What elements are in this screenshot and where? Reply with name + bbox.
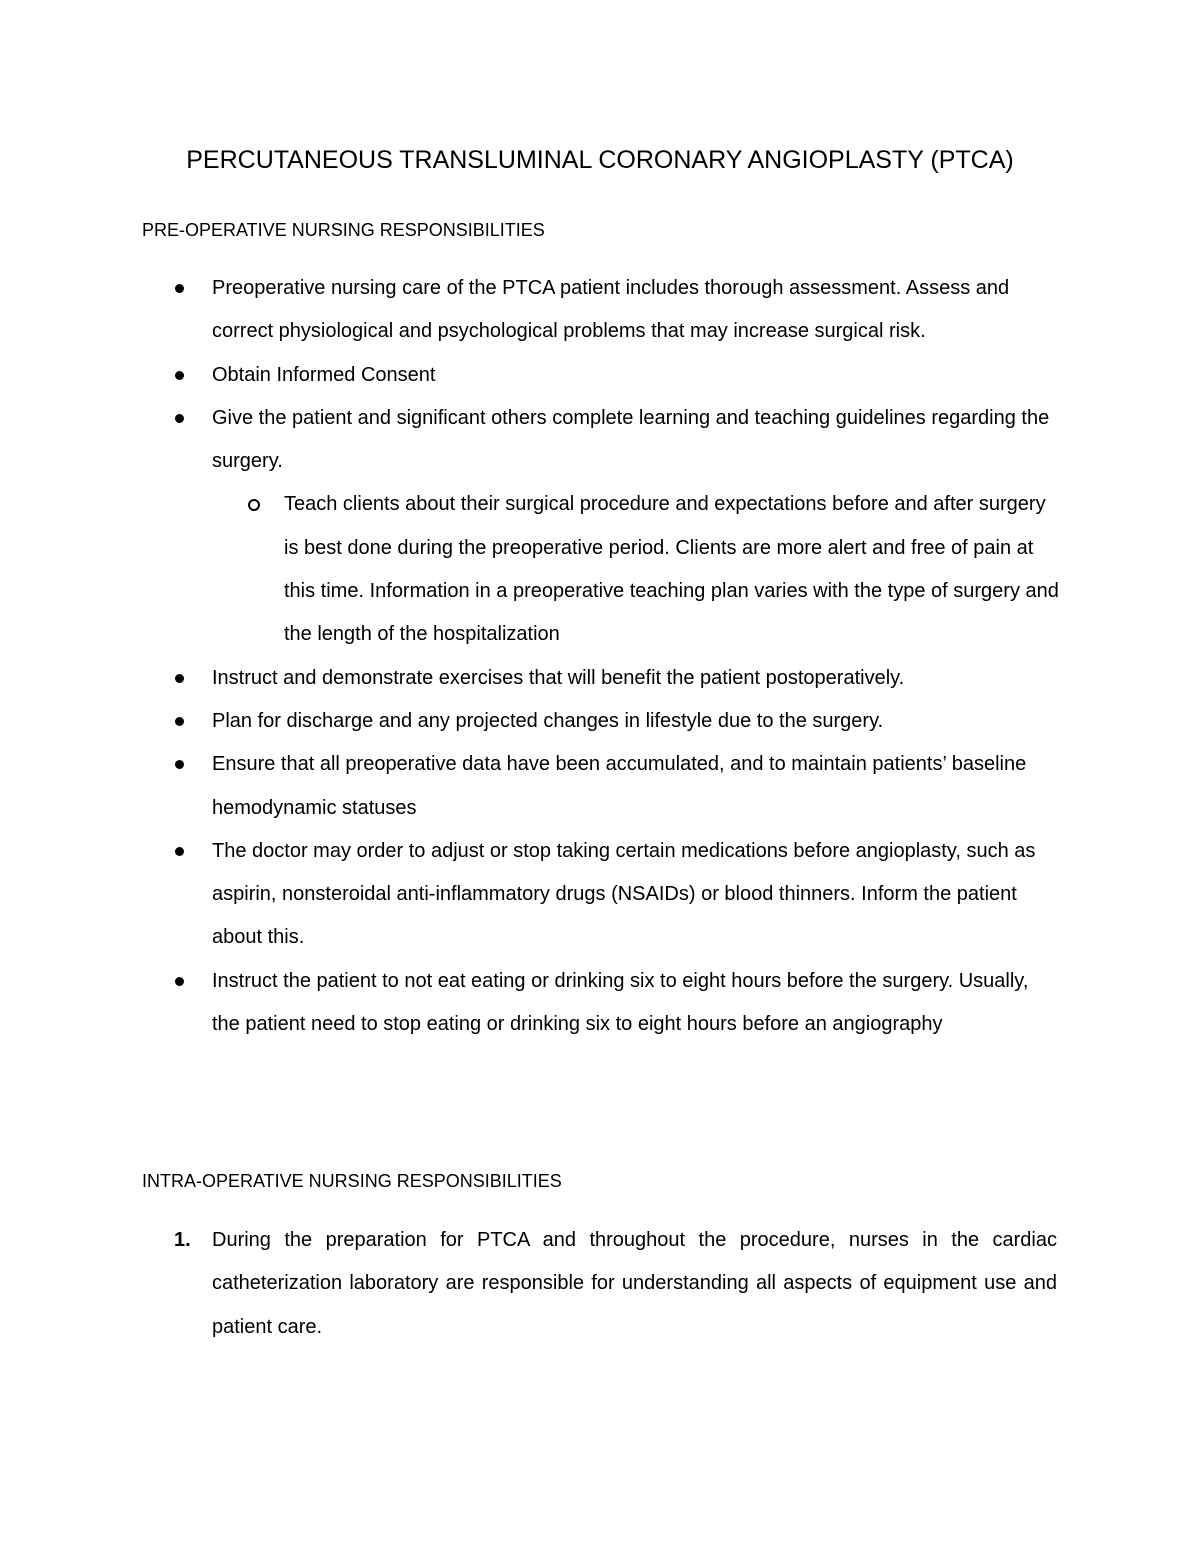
pre-operative-heading: PRE-OPERATIVE NURSING RESPONSIBILITIES: [142, 220, 545, 240]
list-number: 1.: [174, 1229, 191, 1251]
bullet-icon: [175, 414, 184, 423]
bullet-icon: [175, 717, 184, 726]
circle-bullet-icon: [248, 499, 260, 511]
document-title: PERCUTANEOUS TRANSLUMINAL CORONARY ANGIOPLASTY (PTCA): [186, 146, 1014, 174]
intra-operative-list: [0, 1219, 1057, 1349]
pre-operative-list: [0, 267, 1059, 1046]
bullet-icon: [175, 284, 184, 293]
bullet-icon: [175, 674, 184, 683]
bullet-icon: [175, 847, 184, 856]
list-item: Instruct the patient to not eat eating or drinking six to eight hours before the surgery. Usually, the patient need to stop eating or drinking six to eight hours before an angiography: [0, 960, 1057, 1047]
sub-list-item: Teach clients about their surgical procedure and expectations before and after surgery is best done during the preoperative period. Clients are more alert and free of pain at this time. Information in a preoperative teaching plan varies with the type of surgery and the length of the hospitalization: [0, 483, 1059, 656]
numbered-list-item: 1. During the preparation for PTCA and throughout the procedure, nurses in the cardiac catheterization laboratory are responsible for understanding all aspects of equipment use and patient care.: [0, 1219, 1057, 1349]
intra-operative-heading: INTRA-OPERATIVE NURSING RESPONSIBILITIES: [142, 1171, 562, 1191]
list-item: The doctor may order to adjust or stop taking certain medications before angioplasty, such as aspirin, nonsteroidal anti-inflammatory drugs (NSAIDs) or blood thinners. Inform the patient about this.: [0, 830, 1057, 960]
list-item: Preoperative nursing care of the PTCA patient includes thorough assessment. Assess and correct physiological and psychological problems that may increase surgical risk.: [0, 267, 1057, 354]
list-item: Ensure that all preoperative data have been accumulated, and to maintain patients’ baseline hemodynamic statuses: [0, 743, 1057, 830]
bullet-icon: [175, 760, 184, 769]
list-item: Give the patient and significant others complete learning and teaching guidelines regarding the surgery.: [0, 397, 1057, 484]
bullet-icon: [175, 371, 184, 380]
list-item: Instruct and demonstrate exercises that will benefit the patient postoperatively.: [0, 657, 1057, 700]
bullet-icon: [175, 977, 184, 986]
list-item: Obtain Informed Consent: [0, 354, 1057, 397]
list-item: Plan for discharge and any projected changes in lifestyle due to the surgery.: [0, 700, 1057, 743]
